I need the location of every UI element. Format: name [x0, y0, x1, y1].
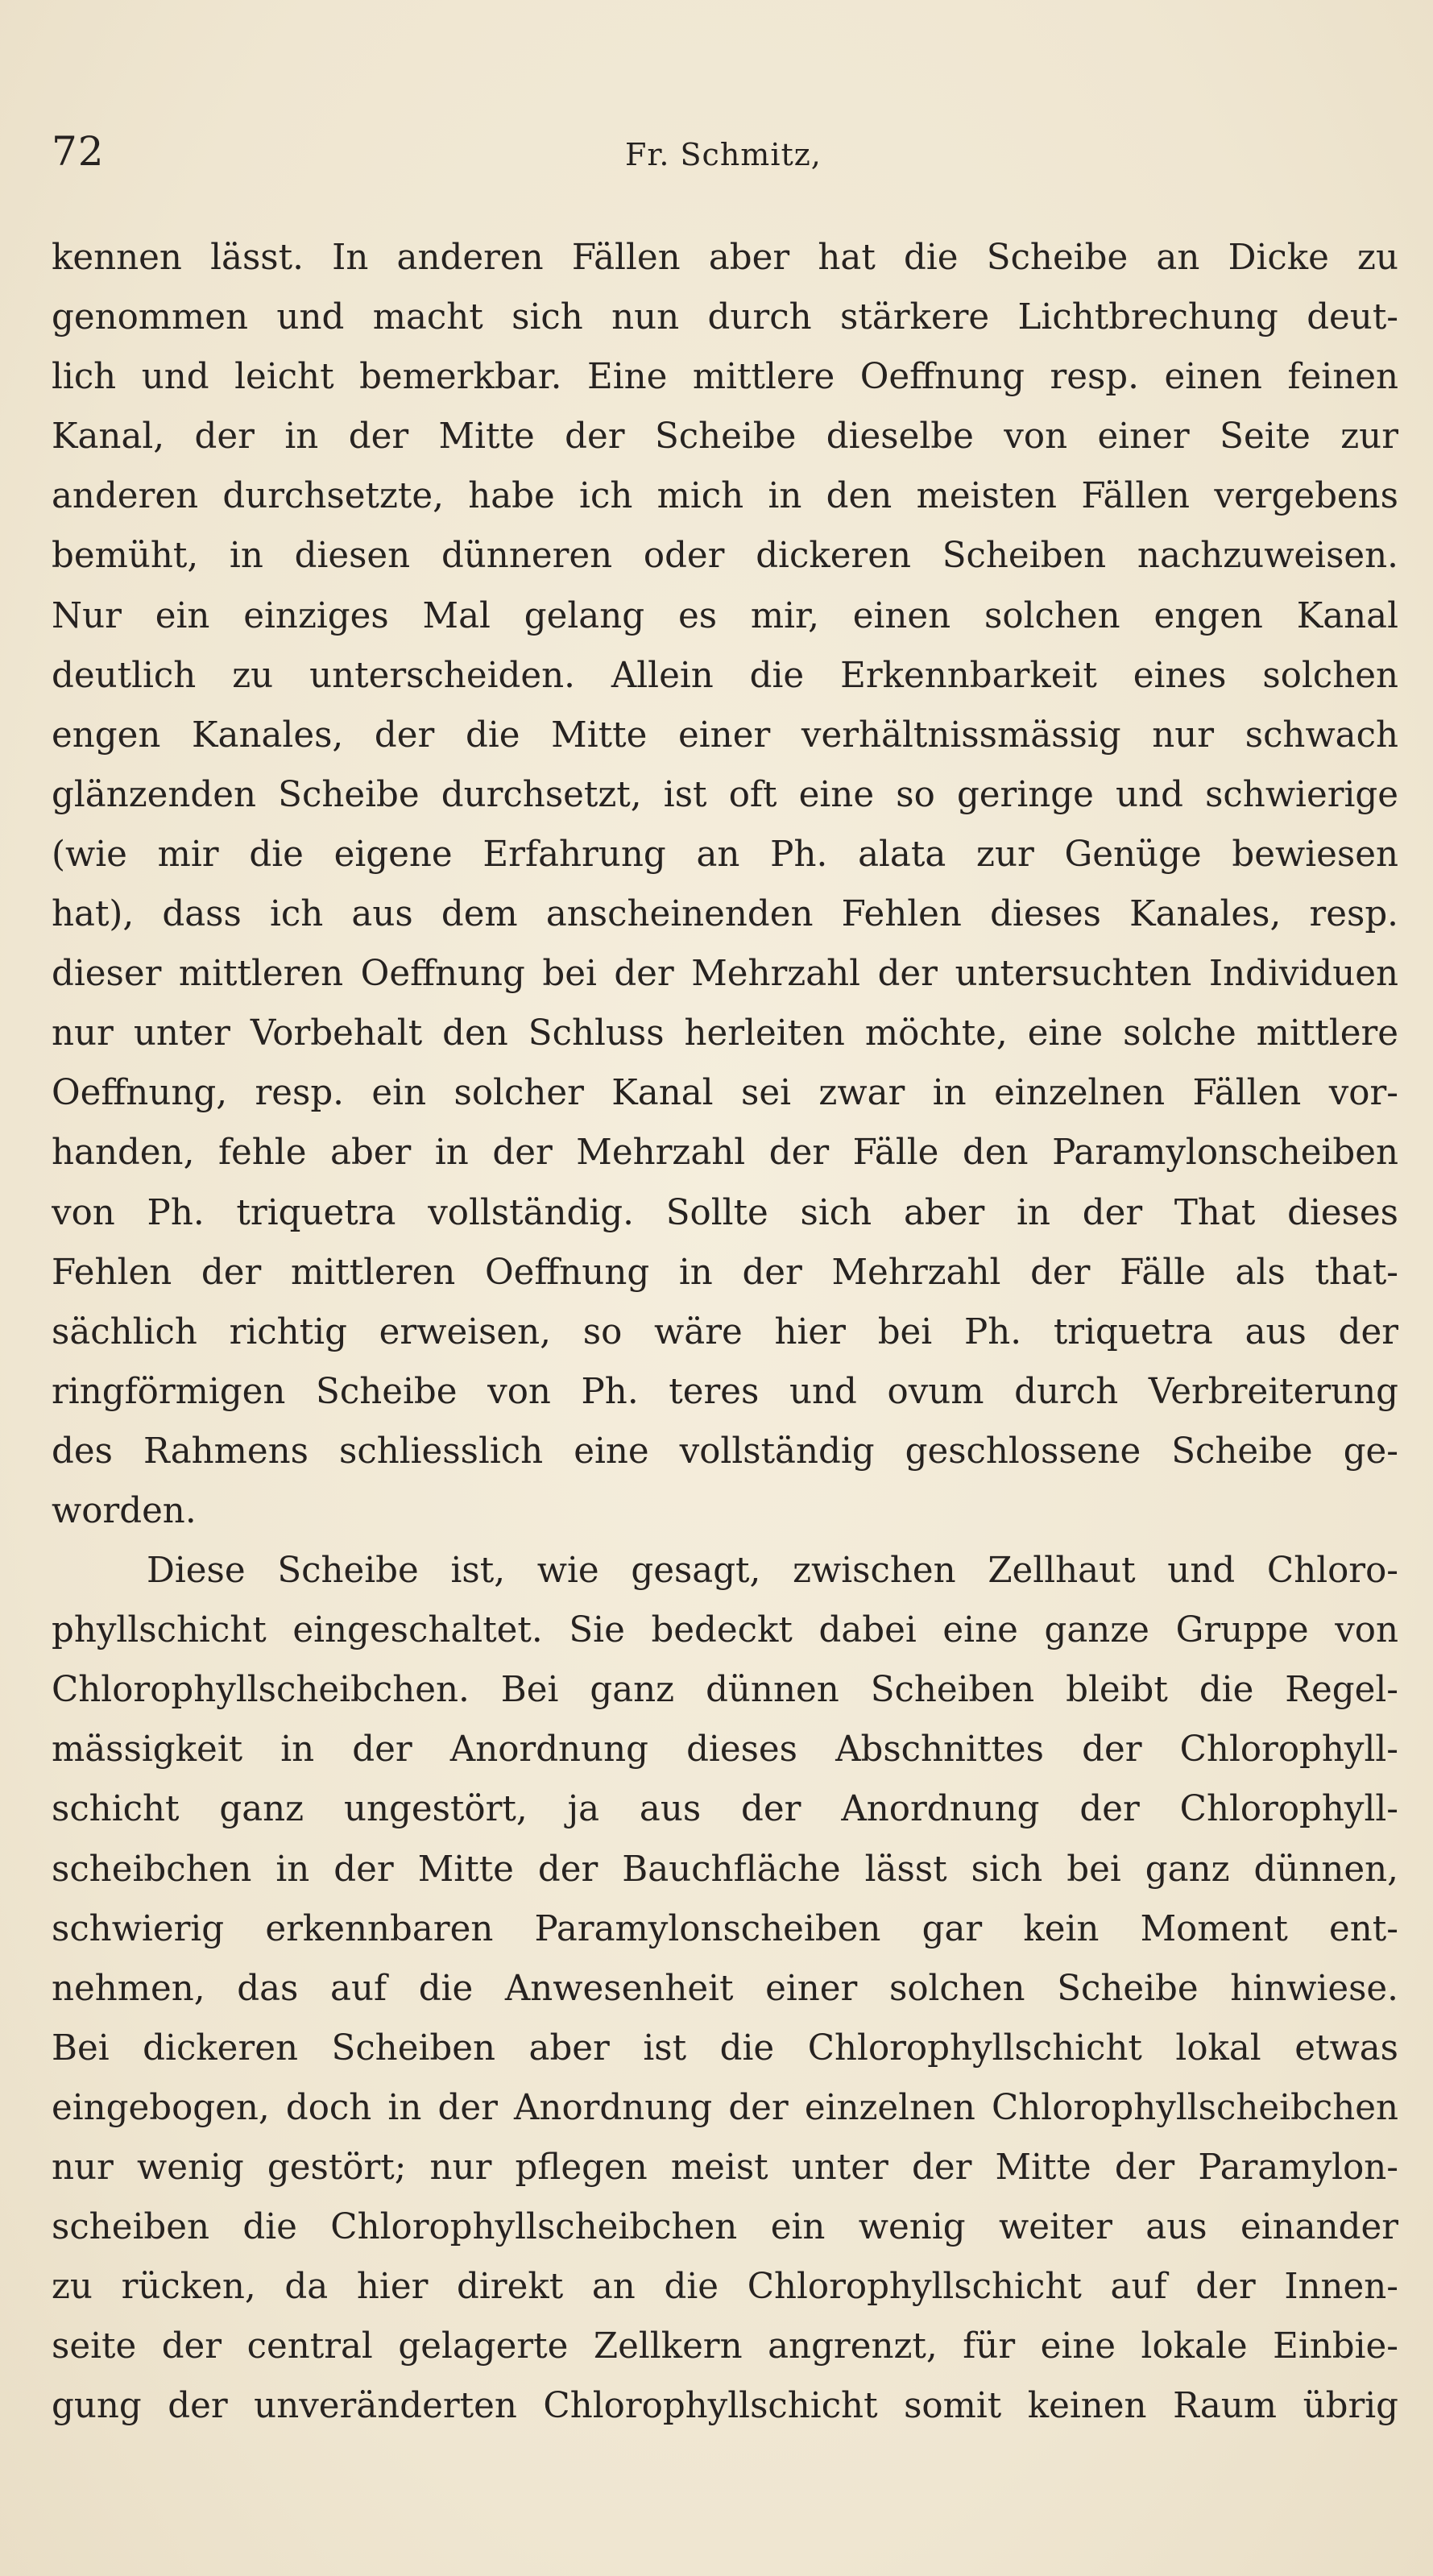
text-line: genommen und macht sich nun durch stärkere Lichtbrechung deut-: [52, 297, 1398, 338]
text-line: zu rücken, da hier direkt an die Chlorophyllschicht auf der Innen-: [52, 2267, 1398, 2308]
text-line: Kanal, der in der Mitte der Scheibe dieselbe von einer Seite zur: [52, 416, 1398, 458]
text-line: Nur ein einziges Mal gelang es mir, einen solchen engen Kanal: [52, 595, 1398, 636]
text-line: Fehlen der mittleren Oeffnung in der Mehrzahl der Fälle als that-: [52, 1252, 1398, 1293]
text-line: dieser mittleren Oeffnung bei der Mehrzahl der untersuchten Individuen: [52, 954, 1398, 995]
body-text: [52, 228, 1398, 2436]
paragraph: [52, 1541, 1398, 2436]
text-line: nur unter Vorbehalt den Schluss herleiten möchte, eine solche mittlere: [52, 1013, 1398, 1054]
text-line: engen Kanales, der die Mitte einer verhältnissmässig nur schwach: [52, 714, 1398, 756]
text-line: lich und leicht bemerkbar. Eine mittlere Oeffnung resp. einen feinen: [52, 357, 1398, 398]
text-line: sächlich richtig erweisen, so wäre hier bei Ph. triquetra aus der: [52, 1311, 1398, 1352]
text-line: scheiben die Chlorophyllscheibchen ein wenig weiter aus einander: [52, 2207, 1398, 2248]
text-line: phyllschicht eingeschaltet. Sie bedeckt dabei eine ganze Gruppe von: [52, 1610, 1398, 1651]
text-line: gung der unveränderten Chlorophyllschicht somit keinen Raum übrig: [52, 2386, 1398, 2427]
text-line: von Ph. triquetra vollständig. Sollte sich aber in der That dieses: [52, 1192, 1398, 1233]
page-number: 72: [52, 128, 105, 175]
text-line: hat), dass ich aus dem anscheinenden Fehlen dieses Kanales, resp.: [52, 894, 1398, 935]
text-line: schicht ganz ungestört, ja aus der Anordnung der Chlorophyll-: [52, 1789, 1398, 1830]
text-line: seite der central gelagerte Zellkern angrenzt, für eine lokale Einbie-: [52, 2326, 1398, 2367]
text-line: Chlorophyllscheibchen. Bei ganz dünnen Scheiben bleibt die Regel-: [52, 1670, 1398, 1711]
text-line: worden.: [52, 1490, 197, 1531]
text-line: handen, fehle aber in der Mehrzahl der Fälle den Paramylonscheiben: [52, 1133, 1398, 1174]
paragraph: [52, 228, 1398, 1541]
text-line: deutlich zu unterscheiden. Allein die Erkennbarkeit eines solchen: [52, 655, 1398, 696]
text-line: glänzenden Scheibe durchsetzt, ist oft eine so geringe und schwierige: [52, 774, 1398, 815]
text-line: bemüht, in diesen dünneren oder dickeren Scheiben nachzuweisen.: [52, 536, 1398, 577]
text-line: mässigkeit in der Anordnung dieses Abschnittes der Chlorophyll-: [52, 1729, 1398, 1770]
text-line: eingebogen, doch in der Anordnung der einzelnen Chlorophyllscheibchen: [52, 2087, 1398, 2128]
text-line: ringförmigen Scheibe von Ph. teres und ovum durch Verbreiterung: [52, 1371, 1398, 1412]
text-line: schwierig erkennbaren Paramylonscheiben gar kein Moment ent-: [52, 1908, 1398, 1949]
text-line: kennen lässt. In anderen Fällen aber hat die Scheibe an Dicke zu: [52, 238, 1398, 278]
text-line: Bei dickeren Scheiben aber ist die Chlorophyllschicht lokal etwas: [52, 2027, 1398, 2069]
page-header: [52, 119, 1397, 184]
text-line: des Rahmens schliesslich eine vollständig geschlossene Scheibe ge-: [52, 1431, 1398, 1472]
text-line: Diese Scheibe ist, wie gesagt, zwischen Zellhaut und Chloro-: [147, 1551, 1398, 1592]
text-line: nur wenig gestört; nur pflegen meist unter der Mitte der Paramylon-: [52, 2147, 1398, 2188]
text-line: nehmen, das auf die Anwesenheit einer solchen Scheibe hinwiese.: [52, 1968, 1398, 2009]
text-line: (wie mir die eigene Erfahrung an Ph. alata zur Genüge bewiesen: [52, 834, 1398, 875]
text-line: scheibchen in der Mitte der Bauchfläche lässt sich bei ganz dünnen,: [52, 1849, 1398, 1890]
running-head: Fr. Schmitz,: [625, 137, 822, 172]
text-line: Oeffnung, resp. ein solcher Kanal sei zwar in einzelnen Fällen vor-: [52, 1073, 1398, 1114]
text-line: anderen durchsetzte, habe ich mich in den meisten Fällen vergebens: [52, 476, 1398, 517]
